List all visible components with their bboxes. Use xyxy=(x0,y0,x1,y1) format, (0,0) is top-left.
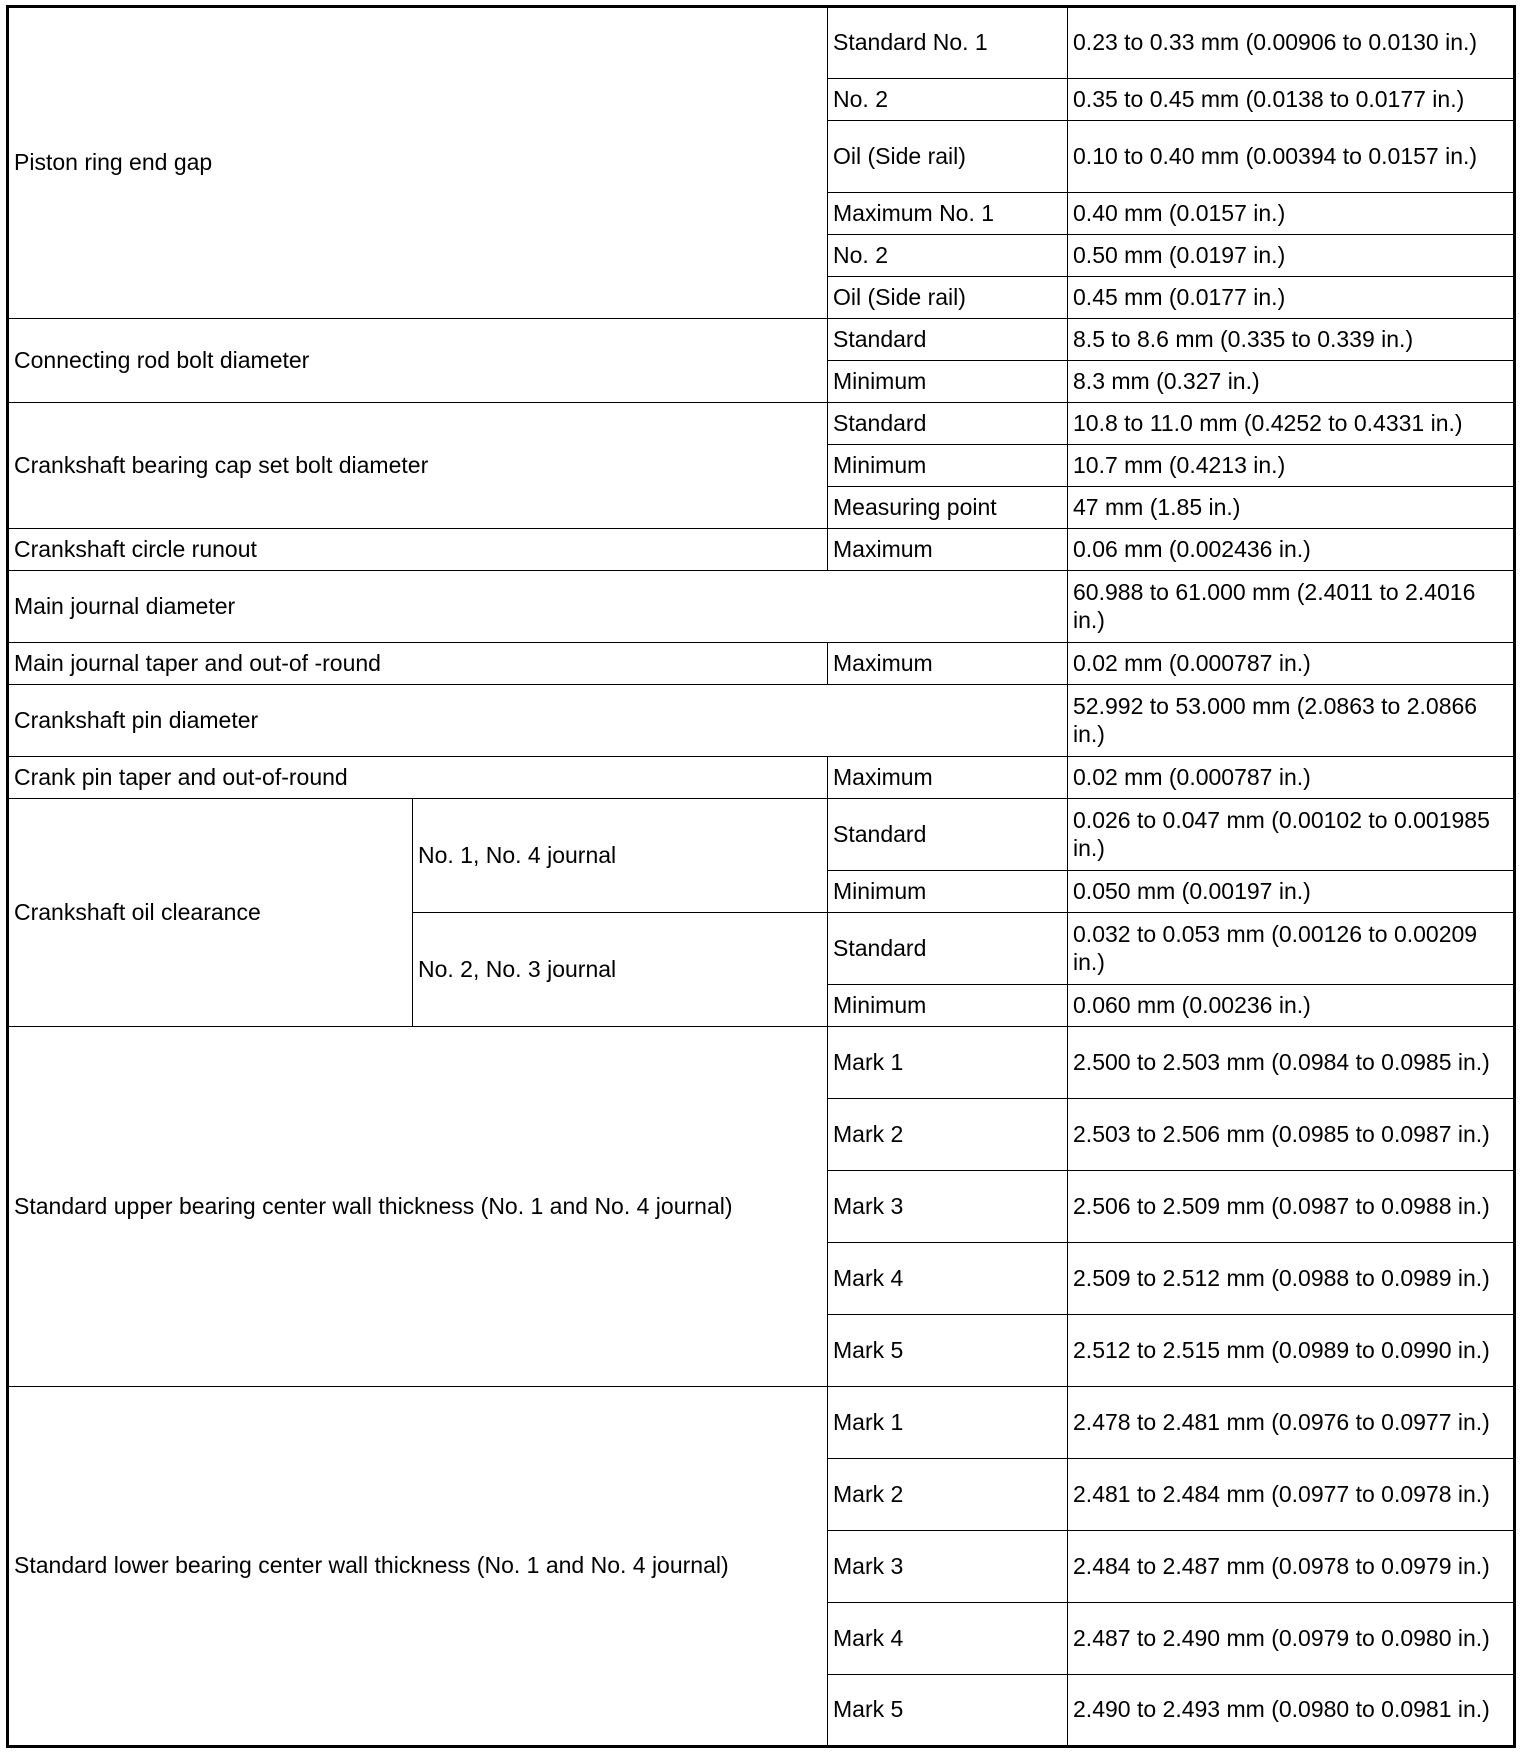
value-cell: 0.40 mm (0.0157 in.) xyxy=(1068,193,1515,235)
item-cell: Crankshaft pin diameter xyxy=(8,685,1068,757)
value-cell: 2.487 to 2.490 mm (0.0979 to 0.0980 in.) xyxy=(1068,1603,1515,1675)
condition-cell: Standard No. 1 xyxy=(828,7,1068,79)
table-row xyxy=(8,571,1515,643)
table-row xyxy=(8,1027,1515,1099)
value-cell: 2.500 to 2.503 mm (0.0984 to 0.0985 in.) xyxy=(1068,1027,1515,1099)
value-cell: 8.5 to 8.6 mm (0.335 to 0.339 in.) xyxy=(1068,319,1515,361)
condition-cell: Maximum No. 1 xyxy=(828,193,1068,235)
value-cell: 10.7 mm (0.4213 in.) xyxy=(1068,445,1515,487)
table-row xyxy=(8,799,1515,871)
table-row xyxy=(8,403,1515,445)
table-row xyxy=(8,757,1515,799)
value-cell: 0.50 mm (0.0197 in.) xyxy=(1068,235,1515,277)
condition-cell: Mark 2 xyxy=(828,1459,1068,1531)
value-cell: 0.02 mm (0.000787 in.) xyxy=(1068,643,1515,685)
condition-cell: No. 2 xyxy=(828,79,1068,121)
condition-cell: Mark 1 xyxy=(828,1027,1068,1099)
value-cell: 10.8 to 11.0 mm (0.4252 to 0.4331 in.) xyxy=(1068,403,1515,445)
table-row xyxy=(8,1387,1515,1459)
condition-cell: Mark 5 xyxy=(828,1675,1068,1747)
condition-cell: Measuring point xyxy=(828,487,1068,529)
value-cell: 2.484 to 2.487 mm (0.0978 to 0.0979 in.) xyxy=(1068,1531,1515,1603)
value-cell: 2.503 to 2.506 mm (0.0985 to 0.0987 in.) xyxy=(1068,1099,1515,1171)
condition-cell: Minimum xyxy=(828,985,1068,1027)
condition-cell: Minimum xyxy=(828,871,1068,913)
value-cell: 0.06 mm (0.002436 in.) xyxy=(1068,529,1515,571)
value-cell: 0.23 to 0.33 mm (0.00906 to 0.0130 in.) xyxy=(1068,7,1515,79)
condition-cell: Oil (Side rail) xyxy=(828,121,1068,193)
sub-item-cell: No. 2, No. 3 journal xyxy=(413,913,828,1027)
value-cell: 0.10 to 0.40 mm (0.00394 to 0.0157 in.) xyxy=(1068,121,1515,193)
value-cell: 0.45 mm (0.0177 in.) xyxy=(1068,277,1515,319)
condition-cell: Mark 4 xyxy=(828,1603,1068,1675)
condition-cell: Maximum xyxy=(828,643,1068,685)
value-cell: 2.481 to 2.484 mm (0.0977 to 0.0978 in.) xyxy=(1068,1459,1515,1531)
item-cell: Main journal taper and out-of -round xyxy=(8,643,828,685)
condition-cell: Oil (Side rail) xyxy=(828,277,1068,319)
table-row xyxy=(8,319,1515,361)
item-cell: Crankshaft oil clearance xyxy=(8,799,413,1027)
condition-cell: Standard xyxy=(828,913,1068,985)
condition-cell: Standard xyxy=(828,799,1068,871)
value-cell: 0.060 mm (0.00236 in.) xyxy=(1068,985,1515,1027)
value-cell: 0.35 to 0.45 mm (0.0138 to 0.0177 in.) xyxy=(1068,79,1515,121)
item-cell: Crank pin taper and out-of-round xyxy=(8,757,828,799)
table-row xyxy=(8,643,1515,685)
condition-cell: Maximum xyxy=(828,529,1068,571)
value-cell: 47 mm (1.85 in.) xyxy=(1068,487,1515,529)
item-cell: Connecting rod bolt diameter xyxy=(8,319,828,403)
condition-cell: Mark 3 xyxy=(828,1531,1068,1603)
condition-cell: No. 2 xyxy=(828,235,1068,277)
condition-cell: Mark 1 xyxy=(828,1387,1068,1459)
item-cell: Piston ring end gap xyxy=(8,7,828,319)
value-cell: 2.478 to 2.481 mm (0.0976 to 0.0977 in.) xyxy=(1068,1387,1515,1459)
item-cell: Crankshaft circle runout xyxy=(8,529,828,571)
table-row xyxy=(8,685,1515,757)
condition-cell: Maximum xyxy=(828,757,1068,799)
item-cell: Main journal diameter xyxy=(8,571,1068,643)
item-cell: Standard lower bearing center wall thickness (No. 1 and No. 4 journal) xyxy=(8,1387,828,1747)
value-cell: 0.02 mm (0.000787 in.) xyxy=(1068,757,1515,799)
value-cell: 60.988 to 61.000 mm (2.4011 to 2.4016 in.) xyxy=(1068,571,1515,643)
table-row xyxy=(8,529,1515,571)
condition-cell: Mark 5 xyxy=(828,1315,1068,1387)
condition-cell: Standard xyxy=(828,319,1068,361)
value-cell: 2.506 to 2.509 mm (0.0987 to 0.0988 in.) xyxy=(1068,1171,1515,1243)
spec-table xyxy=(6,5,1516,1748)
condition-cell: Mark 2 xyxy=(828,1099,1068,1171)
condition-cell: Minimum xyxy=(828,445,1068,487)
value-cell: 2.509 to 2.512 mm (0.0988 to 0.0989 in.) xyxy=(1068,1243,1515,1315)
value-cell: 2.512 to 2.515 mm (0.0989 to 0.0990 in.) xyxy=(1068,1315,1515,1387)
value-cell: 2.490 to 2.493 mm (0.0980 to 0.0981 in.) xyxy=(1068,1675,1515,1747)
value-cell: 0.050 mm (0.00197 in.) xyxy=(1068,871,1515,913)
value-cell: 52.992 to 53.000 mm (2.0863 to 2.0866 in.) xyxy=(1068,685,1515,757)
item-cell: Standard upper bearing center wall thickness (No. 1 and No. 4 journal) xyxy=(8,1027,828,1387)
condition-cell: Standard xyxy=(828,403,1068,445)
condition-cell: Mark 3 xyxy=(828,1171,1068,1243)
table-row xyxy=(8,7,1515,79)
condition-cell: Minimum xyxy=(828,361,1068,403)
value-cell: 0.032 to 0.053 mm (0.00126 to 0.00209 in.) xyxy=(1068,913,1515,985)
value-cell: 0.026 to 0.047 mm (0.00102 to 0.001985 in.) xyxy=(1068,799,1515,871)
value-cell: 8.3 mm (0.327 in.) xyxy=(1068,361,1515,403)
item-cell: Crankshaft bearing cap set bolt diameter xyxy=(8,403,828,529)
condition-cell: Mark 4 xyxy=(828,1243,1068,1315)
sub-item-cell: No. 1, No. 4 journal xyxy=(413,799,828,913)
